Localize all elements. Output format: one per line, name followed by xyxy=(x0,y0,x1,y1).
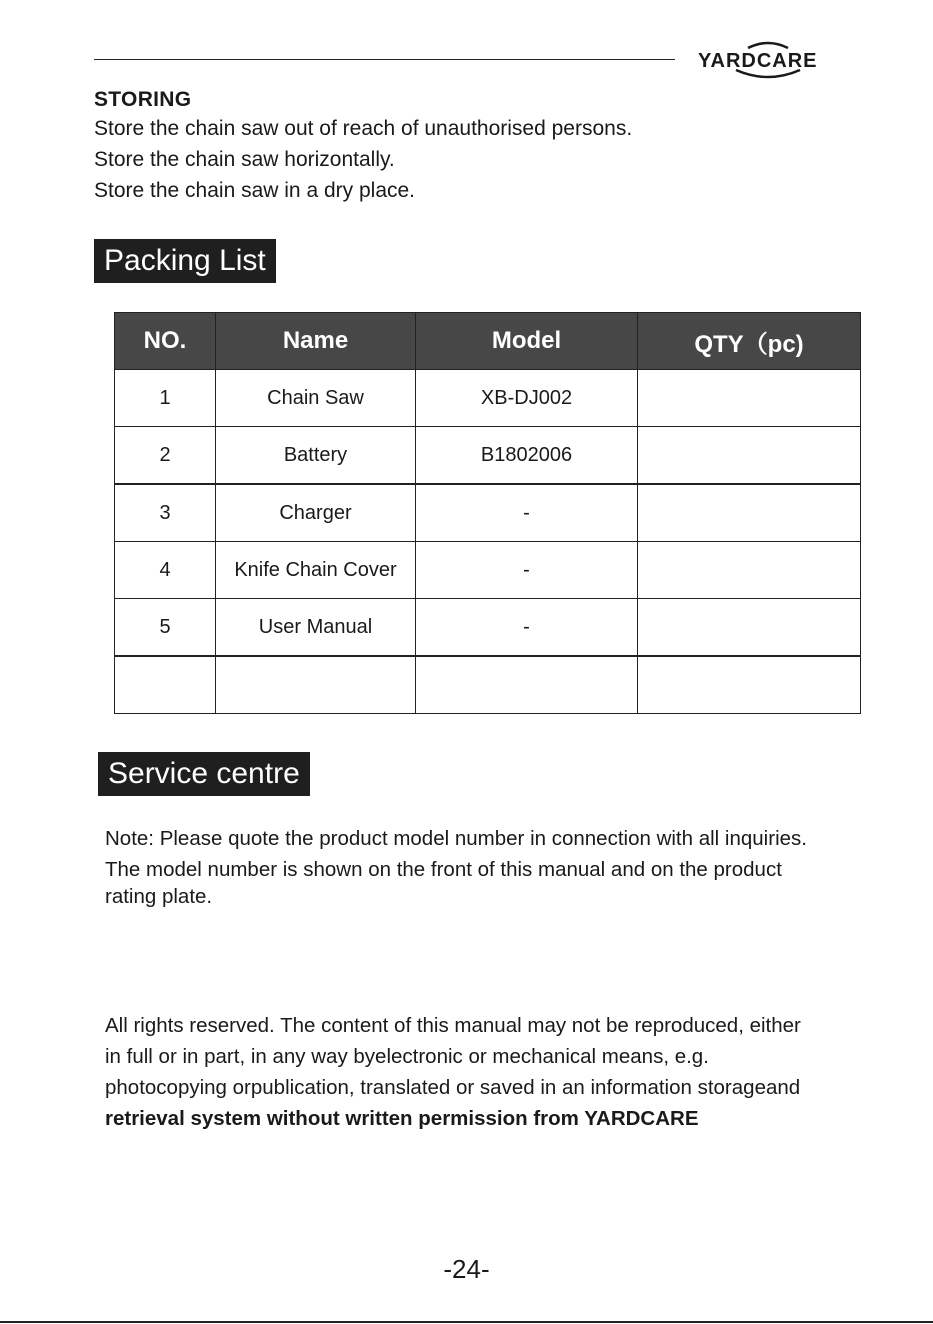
packing-list-title: Packing List xyxy=(94,239,276,283)
cell-no xyxy=(115,656,216,714)
cell-name: Knife Chain Cover xyxy=(216,542,416,599)
cell-name: User Manual xyxy=(216,599,416,657)
header-rule xyxy=(94,59,675,60)
column-header-name: Name xyxy=(216,313,416,370)
page-number: -24- xyxy=(443,1254,490,1284)
column-header-model: Model xyxy=(416,313,638,370)
cell-no: 1 xyxy=(115,370,216,427)
cell-qty xyxy=(638,656,861,714)
cell-model: B1802006 xyxy=(416,427,638,485)
rights-line-3: photocopying orpublication, translated or saved in an information storageand xyxy=(105,1076,801,1099)
storing-line-3: Store the chain saw in a dry place. xyxy=(94,179,416,202)
footer-rule xyxy=(0,1321,933,1323)
cell-no: 5 xyxy=(115,599,216,657)
table-row xyxy=(115,484,861,542)
cell-qty xyxy=(638,427,861,485)
cell-qty xyxy=(638,370,861,427)
table-row xyxy=(115,656,861,714)
table-header-row xyxy=(115,313,861,370)
column-header-qty: QTY（pc) xyxy=(638,313,861,370)
cell-name: Charger xyxy=(216,484,416,542)
storing-line-2: Store the chain saw horizontally. xyxy=(94,148,395,171)
service-note-line-2: The model number is shown on the front of this manual and on the product xyxy=(105,858,782,881)
cell-model: - xyxy=(416,542,638,599)
cell-qty xyxy=(638,542,861,599)
table-row xyxy=(115,370,861,427)
cell-model xyxy=(416,656,638,714)
table-row xyxy=(115,542,861,599)
table-row xyxy=(115,599,861,657)
storing-line-1: Store the chain saw out of reach of unauthorised persons. xyxy=(94,117,633,140)
cell-no: 2 xyxy=(115,427,216,485)
cell-name xyxy=(216,656,416,714)
packing-list-table xyxy=(114,312,861,714)
cell-no: 3 xyxy=(115,484,216,542)
cell-model: - xyxy=(416,599,638,657)
cell-name: Chain Saw xyxy=(216,370,416,427)
service-note-line-1: Note: Please quote the product model number in connection with all inquiries. xyxy=(105,827,807,850)
svg-text:YARDCARE: YARDCARE xyxy=(698,50,818,72)
service-centre-title: Service centre xyxy=(98,752,310,796)
rights-line-2: in full or in part, in any way byelectronic or mechanical means, e.g. xyxy=(105,1045,709,1068)
cell-name: Battery xyxy=(216,427,416,485)
column-header-no: NO. xyxy=(115,313,216,370)
cell-model: XB-DJ002 xyxy=(416,370,638,427)
rights-line-1: All rights reserved. The content of this manual may not be reproduced, either xyxy=(105,1014,801,1037)
table-row xyxy=(115,427,861,485)
storing-heading: STORING xyxy=(94,88,192,111)
cell-no: 4 xyxy=(115,542,216,599)
rights-line-4: retrieval system without written permission from YARDCARE xyxy=(105,1107,699,1130)
cell-model: - xyxy=(416,484,638,542)
cell-qty xyxy=(638,484,861,542)
yardcare-logo xyxy=(696,40,841,82)
cell-qty xyxy=(638,599,861,657)
service-note-line-3: rating plate. xyxy=(105,885,213,908)
